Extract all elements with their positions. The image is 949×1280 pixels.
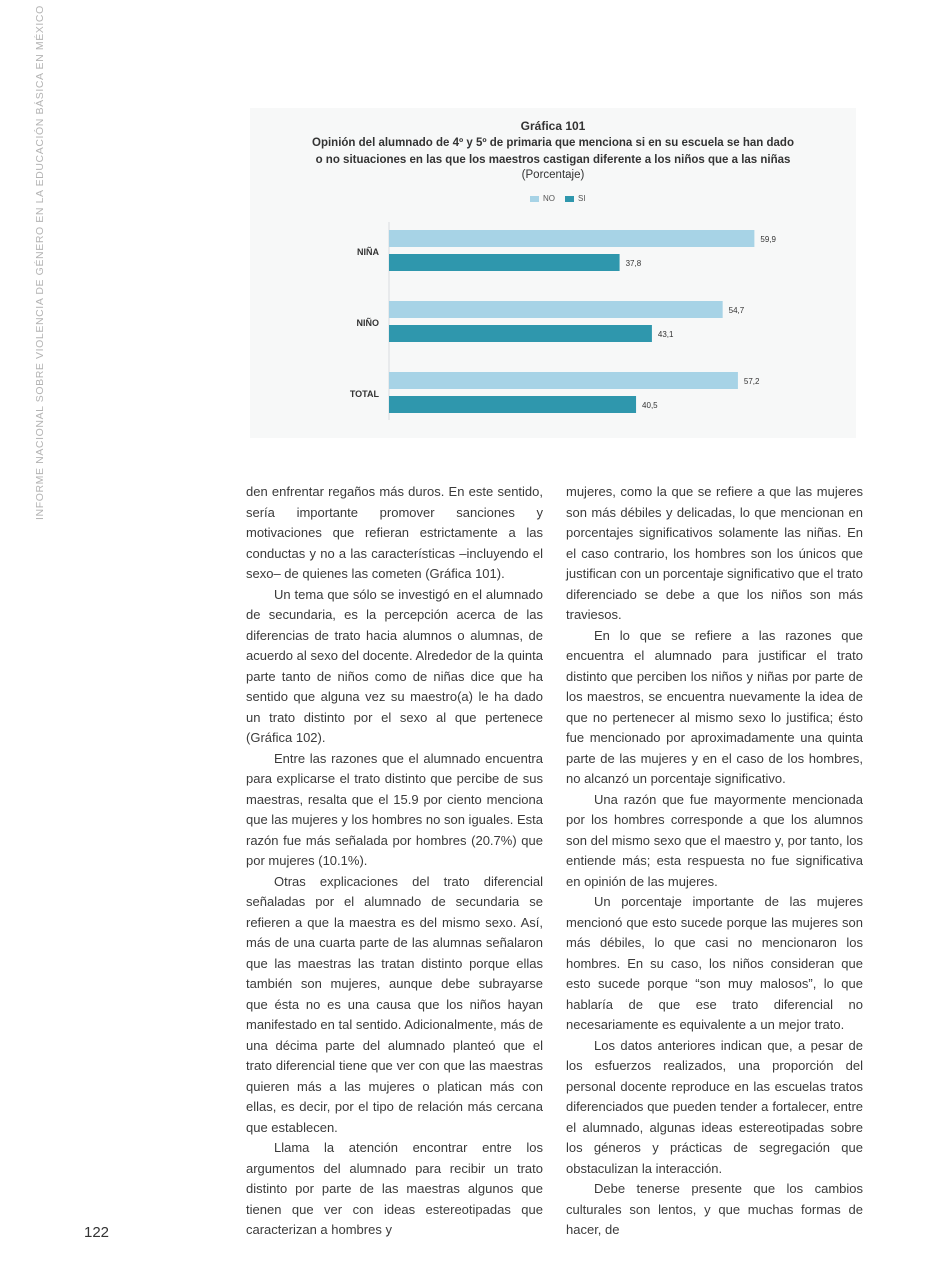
data-label: 43,1	[657, 330, 674, 339]
paragraph: den enfrentar regaños más duros. En este sentido, sería importante promover sanciones y motivaciones que refieran estrictamente a las conductas y no a las características –incluyendo el sexo– de quienes las cometen (Gráfica 101).	[246, 484, 543, 581]
legend-label-si: SI	[578, 194, 586, 203]
bar-si-niña	[389, 254, 620, 271]
chart-unit: (Porcentaje)	[521, 169, 585, 181]
paragraph: Entre las razones que el alumnado encuentra para explicarse el trato distinto que percibe de sus maestras, resalta que el 15.9 por ciento menciona que las mujeres y los hombres no son iguales. Esta razón fue más señalada por hombres (20.7%) que por mujeres (10.1%).	[246, 750, 543, 868]
category-label: NIÑO	[356, 318, 379, 328]
data-label: 57,2	[743, 377, 760, 386]
bar-chart	[0, 0, 949, 450]
bar-no-niño	[389, 301, 723, 318]
chart-number: Gráfica 101	[520, 119, 586, 133]
paragraph: Debe tenerse presente que los cambios culturales son lentos, y que muchas formas de hacer, de	[566, 1181, 863, 1237]
chart-title-line-1: Opinión del alumnado de 4º y 5º de primaria que menciona si en su escuela se han dado	[312, 137, 794, 149]
right-column	[566, 482, 863, 1241]
legend-label-no: NO	[543, 194, 555, 203]
body-text	[246, 482, 863, 1241]
paragraph: mujeres, como la que se refiere a que las mujeres son más débiles y delicadas, lo que mencionan en porcentajes significativos solamente las niñas. En el caso contrario, los hombres son los únicos que justifican con un porcentaje significativo que el trato diferenciado se debe a que los niños son más traviesos.	[566, 484, 864, 622]
paragraph: Los datos anteriores indican que, a pesar de los esfuerzos realizados, una proporción del personal docente reproduce en las escuelas tratos diferenciados que pueden tender a fortalecer, entre el alumnado, algunas ideas estereotipadas sobre los géneros y prácticas de segregación que obstaculizan la interacción.	[566, 1037, 863, 1176]
running-side-title: INFORME NACIONAL SOBRE VIOLENCIA DE GÉNERO EN LA EDUCACIÓN BÁSICA EN MÉXICO	[34, 5, 46, 520]
paragraph: Una razón que fue mayormente mencionada por los hombres corresponde a que los alumnos son del mismo sexo que el maestro y, por tanto, los entiende más; esta respuesta no fue significativa en opinión de las mujeres.	[566, 791, 863, 889]
category-label: TOTAL	[349, 389, 379, 399]
bar-no-niña	[389, 230, 754, 247]
paragraph: En lo que se refiere a las razones que encuentra el alumnado para justificar el trato distinto que perciben los niños y niñas por parte de los maestros, se encuentra nuevamente la idea de que no pertenecer al mismo sexo lo justifica; ésto fue mencionado por aproximadamente una quinta parte de las mujeres y en el caso de los hombres, no alcanzó un porcentaje significativo.	[566, 627, 863, 786]
data-label: 54,7	[728, 306, 745, 315]
bar-si-total	[389, 396, 636, 413]
data-label: 40,5	[642, 401, 658, 410]
paragraph: Un tema que sólo se investigó en el alumnado de secundaria, es la percepción acerca de las diferencias de trato hacia alumnos o alumnas, de acuerdo al sexo del docente. Alrededor de la quinta parte tanto de niños como de niñas dice que ha sentido que alguna vez su maestro(a) le ha dado un trato distinto por el sexo al que pertenece (Gráfica 102).	[246, 586, 543, 745]
left-column	[246, 482, 543, 1241]
bar-no-total	[389, 372, 738, 389]
bar-si-niño	[389, 325, 652, 342]
category-label: NIÑA	[357, 247, 379, 257]
paragraph: Llama la atención encontrar entre los argumentos del alumnado para recibir un trato distinto por parte de las maestras algunos que tienen que ver con ideas estereotipadas que caracterizan a hombres y	[246, 1140, 543, 1237]
chart-title-line-2: o no situaciones en las que los maestros castigan diferente a los niños que a las niñas	[315, 154, 791, 166]
paragraph: Otras explicaciones del trato diferencial señaladas por el alumnado de secundaria se refieren a que la maestra es del mismo sexo. Así, más de una cuarta parte de las alumnas señalaron que las maestras las tratan distinto porque ellas también son mujeres, aunque debe subrayarse que ésta no es una causa que los niños hayan manifestado en tal sentido. Adicionalmente, más de una décima parte del alumnado planteó que el trato diferencial tiene que ver con que las maestras quieren más a las mujeres o platican más con ellas, es decir, por el tipo de relación más cercana que establecen.	[246, 873, 544, 1135]
paragraph: Un porcentaje importante de las mujeres mencionó que esto sucede porque las mujeres son más débiles, lo que casi no mencionaron los hombres. En su caso, los niños consideran que esto sucede porque “son muy malosos”, lo que hablaría de que ese trato diferencial no necesariamente es equivalente a un mejor trato.	[566, 894, 863, 1032]
data-label: 59,9	[760, 235, 776, 244]
page-number: 122	[84, 1224, 110, 1241]
data-label: 37,8	[625, 259, 642, 268]
